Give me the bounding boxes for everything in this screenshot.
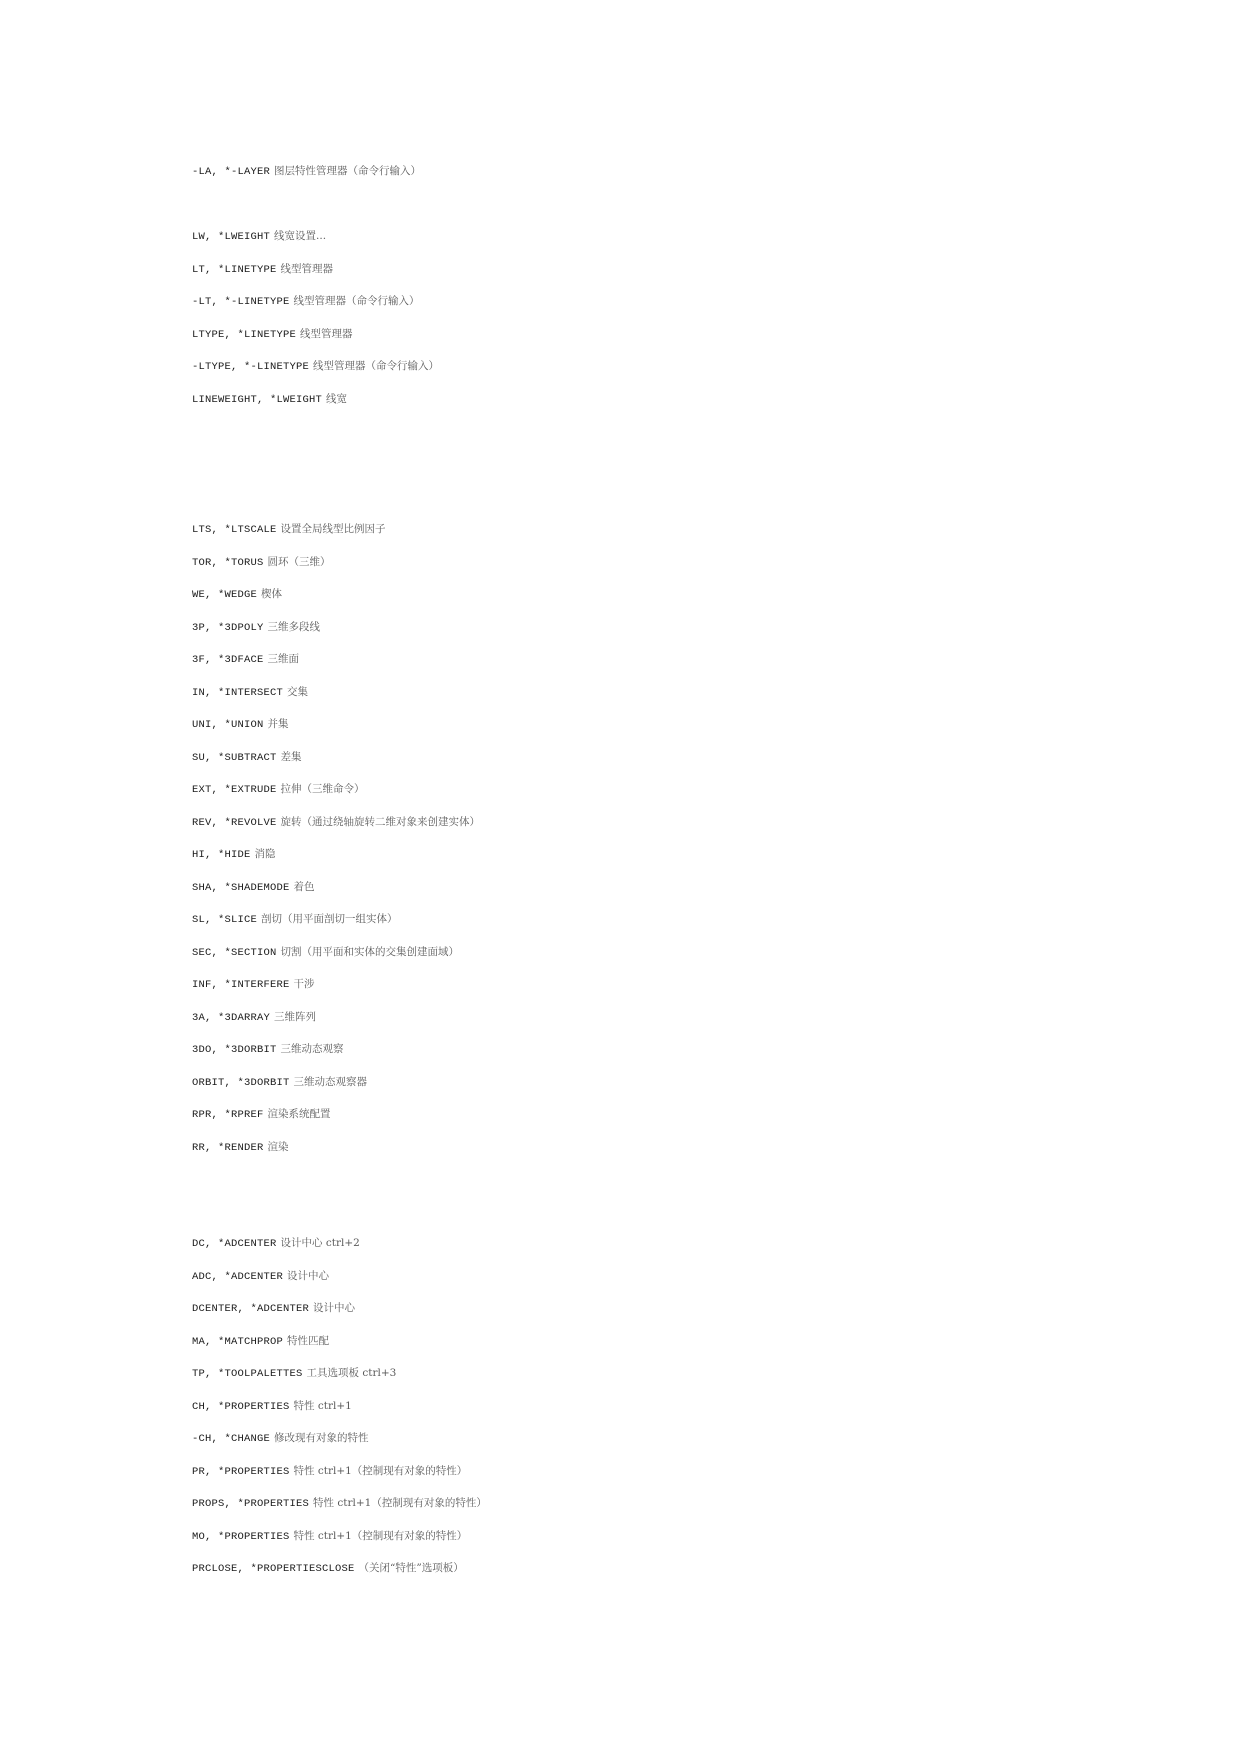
command-line <box>192 1561 464 1576</box>
command-description: 差集 <box>280 751 302 763</box>
command-description: 线型管理器 <box>280 263 334 275</box>
command-line <box>192 1075 367 1090</box>
command-line <box>192 685 308 700</box>
command-line <box>192 262 333 277</box>
command-line <box>192 327 353 342</box>
command-line <box>192 815 480 830</box>
command-description: 线宽 <box>326 393 348 405</box>
command-line <box>192 847 276 862</box>
command-line <box>192 1301 355 1316</box>
command-alias: SU, *SUBTRACT <box>192 752 277 764</box>
command-alias: PRCLOSE, *PROPERTIESCLOSE <box>192 1563 355 1575</box>
command-alias: REV, *REVOLVE <box>192 817 277 829</box>
command-line <box>192 522 386 537</box>
command-alias: IN, *INTERSECT <box>192 687 284 699</box>
command-line <box>192 1529 467 1544</box>
command-line <box>192 652 299 667</box>
command-line <box>192 620 320 635</box>
command-description: 楔体 <box>261 588 283 600</box>
command-description: （关闭“特性”选项板） <box>358 1562 464 1574</box>
command-line <box>192 229 326 244</box>
command-description: 并集 <box>267 718 289 730</box>
command-alias: -LTYPE, *-LINETYPE <box>192 361 310 373</box>
command-description: 设置全局线型比例因子 <box>280 523 386 535</box>
command-line <box>192 587 282 602</box>
command-line <box>192 1107 331 1122</box>
command-line <box>192 1334 329 1349</box>
command-line <box>192 1496 487 1511</box>
command-description: 旋转（通过绕轴旋转二维对象来创建实体） <box>280 816 481 828</box>
command-line <box>192 1140 289 1155</box>
command-description: 三维阵列 <box>274 1011 317 1023</box>
command-alias: PROPS, *PROPERTIES <box>192 1498 310 1510</box>
command-alias: -LT, *-LINETYPE <box>192 296 290 308</box>
command-line <box>192 294 420 309</box>
command-alias: 3F, *3DFACE <box>192 654 264 666</box>
command-alias: LTS, *LTSCALE <box>192 524 277 536</box>
command-alias: MA, *MATCHPROP <box>192 1336 284 1348</box>
command-description: 圆环（三维） <box>267 556 331 568</box>
command-description: 修改现有对象的特性 <box>274 1432 369 1444</box>
command-alias: TP, *TOOLPALETTES <box>192 1368 303 1380</box>
command-description: 着色 <box>293 881 315 893</box>
command-line <box>192 392 347 407</box>
command-alias: TOR, *TORUS <box>192 557 264 569</box>
command-description: 三维面 <box>267 653 300 665</box>
command-description: 消隐 <box>254 848 276 860</box>
command-description: 线宽设置... <box>274 230 327 242</box>
command-line <box>192 880 315 895</box>
command-description: 特性 ctrl+1（控制现有对象的特性） <box>313 1497 487 1509</box>
command-alias: -LA, *-LAYER <box>192 166 271 178</box>
command-alias: LTYPE, *LINETYPE <box>192 329 297 341</box>
command-description: 三维动态观察 <box>280 1043 344 1055</box>
command-alias: LW, *LWEIGHT <box>192 231 271 243</box>
command-description: 设计中心 ctrl+2 <box>280 1237 360 1249</box>
command-line <box>192 359 439 374</box>
command-line <box>192 555 331 570</box>
command-alias: 3A, *3DARRAY <box>192 1012 271 1024</box>
command-alias: EXT, *EXTRUDE <box>192 784 277 796</box>
command-line <box>192 945 459 960</box>
command-alias: ADC, *ADCENTER <box>192 1271 284 1283</box>
command-line <box>192 717 289 732</box>
command-alias: 3DO, *3DORBIT <box>192 1044 277 1056</box>
command-description: 特性 ctrl+1（控制现有对象的特性） <box>293 1530 468 1542</box>
command-description: 干涉 <box>293 978 315 990</box>
command-alias: HI, *HIDE <box>192 849 251 861</box>
command-line <box>192 782 365 797</box>
command-line <box>192 1464 467 1479</box>
command-alias: RR, *RENDER <box>192 1142 264 1154</box>
command-line <box>192 1399 352 1414</box>
command-alias: CH, *PROPERTIES <box>192 1401 290 1413</box>
command-line <box>192 912 398 927</box>
command-description: 切割（用平面和实体的交集创建面域） <box>280 946 460 958</box>
command-line <box>192 1366 396 1381</box>
command-alias: SL, *SLICE <box>192 914 258 926</box>
command-line <box>192 1431 369 1446</box>
command-line <box>192 977 315 992</box>
command-alias: MO, *PROPERTIES <box>192 1531 290 1543</box>
command-alias: DC, *ADCENTER <box>192 1238 277 1250</box>
command-alias: RPR, *RPREF <box>192 1109 264 1121</box>
command-alias: PR, *PROPERTIES <box>192 1466 290 1478</box>
command-description: 线型管理器（命令行输入） <box>313 360 440 372</box>
command-alias: DCENTER, *ADCENTER <box>192 1303 310 1315</box>
command-description: 三维动态观察器 <box>293 1076 368 1088</box>
command-description: 图层特性管理器（命令行输入） <box>274 165 422 177</box>
command-line <box>192 164 421 179</box>
command-description: 设计中心 <box>313 1302 356 1314</box>
command-description: 工具选项板 ctrl+3 <box>306 1367 397 1379</box>
command-line <box>192 1042 344 1057</box>
command-description: 线型管理器（命令行输入） <box>293 295 420 307</box>
command-alias: LINEWEIGHT, *LWEIGHT <box>192 394 323 406</box>
command-description: 线型管理器 <box>300 328 353 340</box>
command-alias: 3P, *3DPOLY <box>192 622 264 634</box>
command-description: 特性匹配 <box>287 1335 330 1347</box>
command-alias: ORBIT, *3DORBIT <box>192 1077 290 1089</box>
command-description: 剖切（用平面剖切一组实体） <box>261 913 398 925</box>
command-description: 设计中心 <box>287 1270 330 1282</box>
command-alias: SEC, *SECTION <box>192 947 277 959</box>
command-description: 渲染系统配置 <box>267 1108 331 1120</box>
command-alias: SHA, *SHADEMODE <box>192 882 290 894</box>
command-alias: WE, *WEDGE <box>192 589 258 601</box>
command-description: 特性 ctrl+1 <box>293 1400 352 1412</box>
command-description: 渲染 <box>267 1141 289 1153</box>
command-alias: INF, *INTERFERE <box>192 979 290 991</box>
command-description: 特性 ctrl+1（控制现有对象的特性） <box>293 1465 468 1477</box>
command-description: 交集 <box>287 686 309 698</box>
command-alias: LT, *LINETYPE <box>192 264 277 276</box>
command-line <box>192 750 302 765</box>
command-alias: UNI, *UNION <box>192 719 264 731</box>
command-description: 拉伸（三维命令） <box>280 783 365 795</box>
command-description: 三维多段线 <box>267 621 321 633</box>
command-line <box>192 1236 360 1251</box>
command-line <box>192 1010 316 1025</box>
command-line <box>192 1269 329 1284</box>
command-alias: -CH, *CHANGE <box>192 1433 271 1445</box>
